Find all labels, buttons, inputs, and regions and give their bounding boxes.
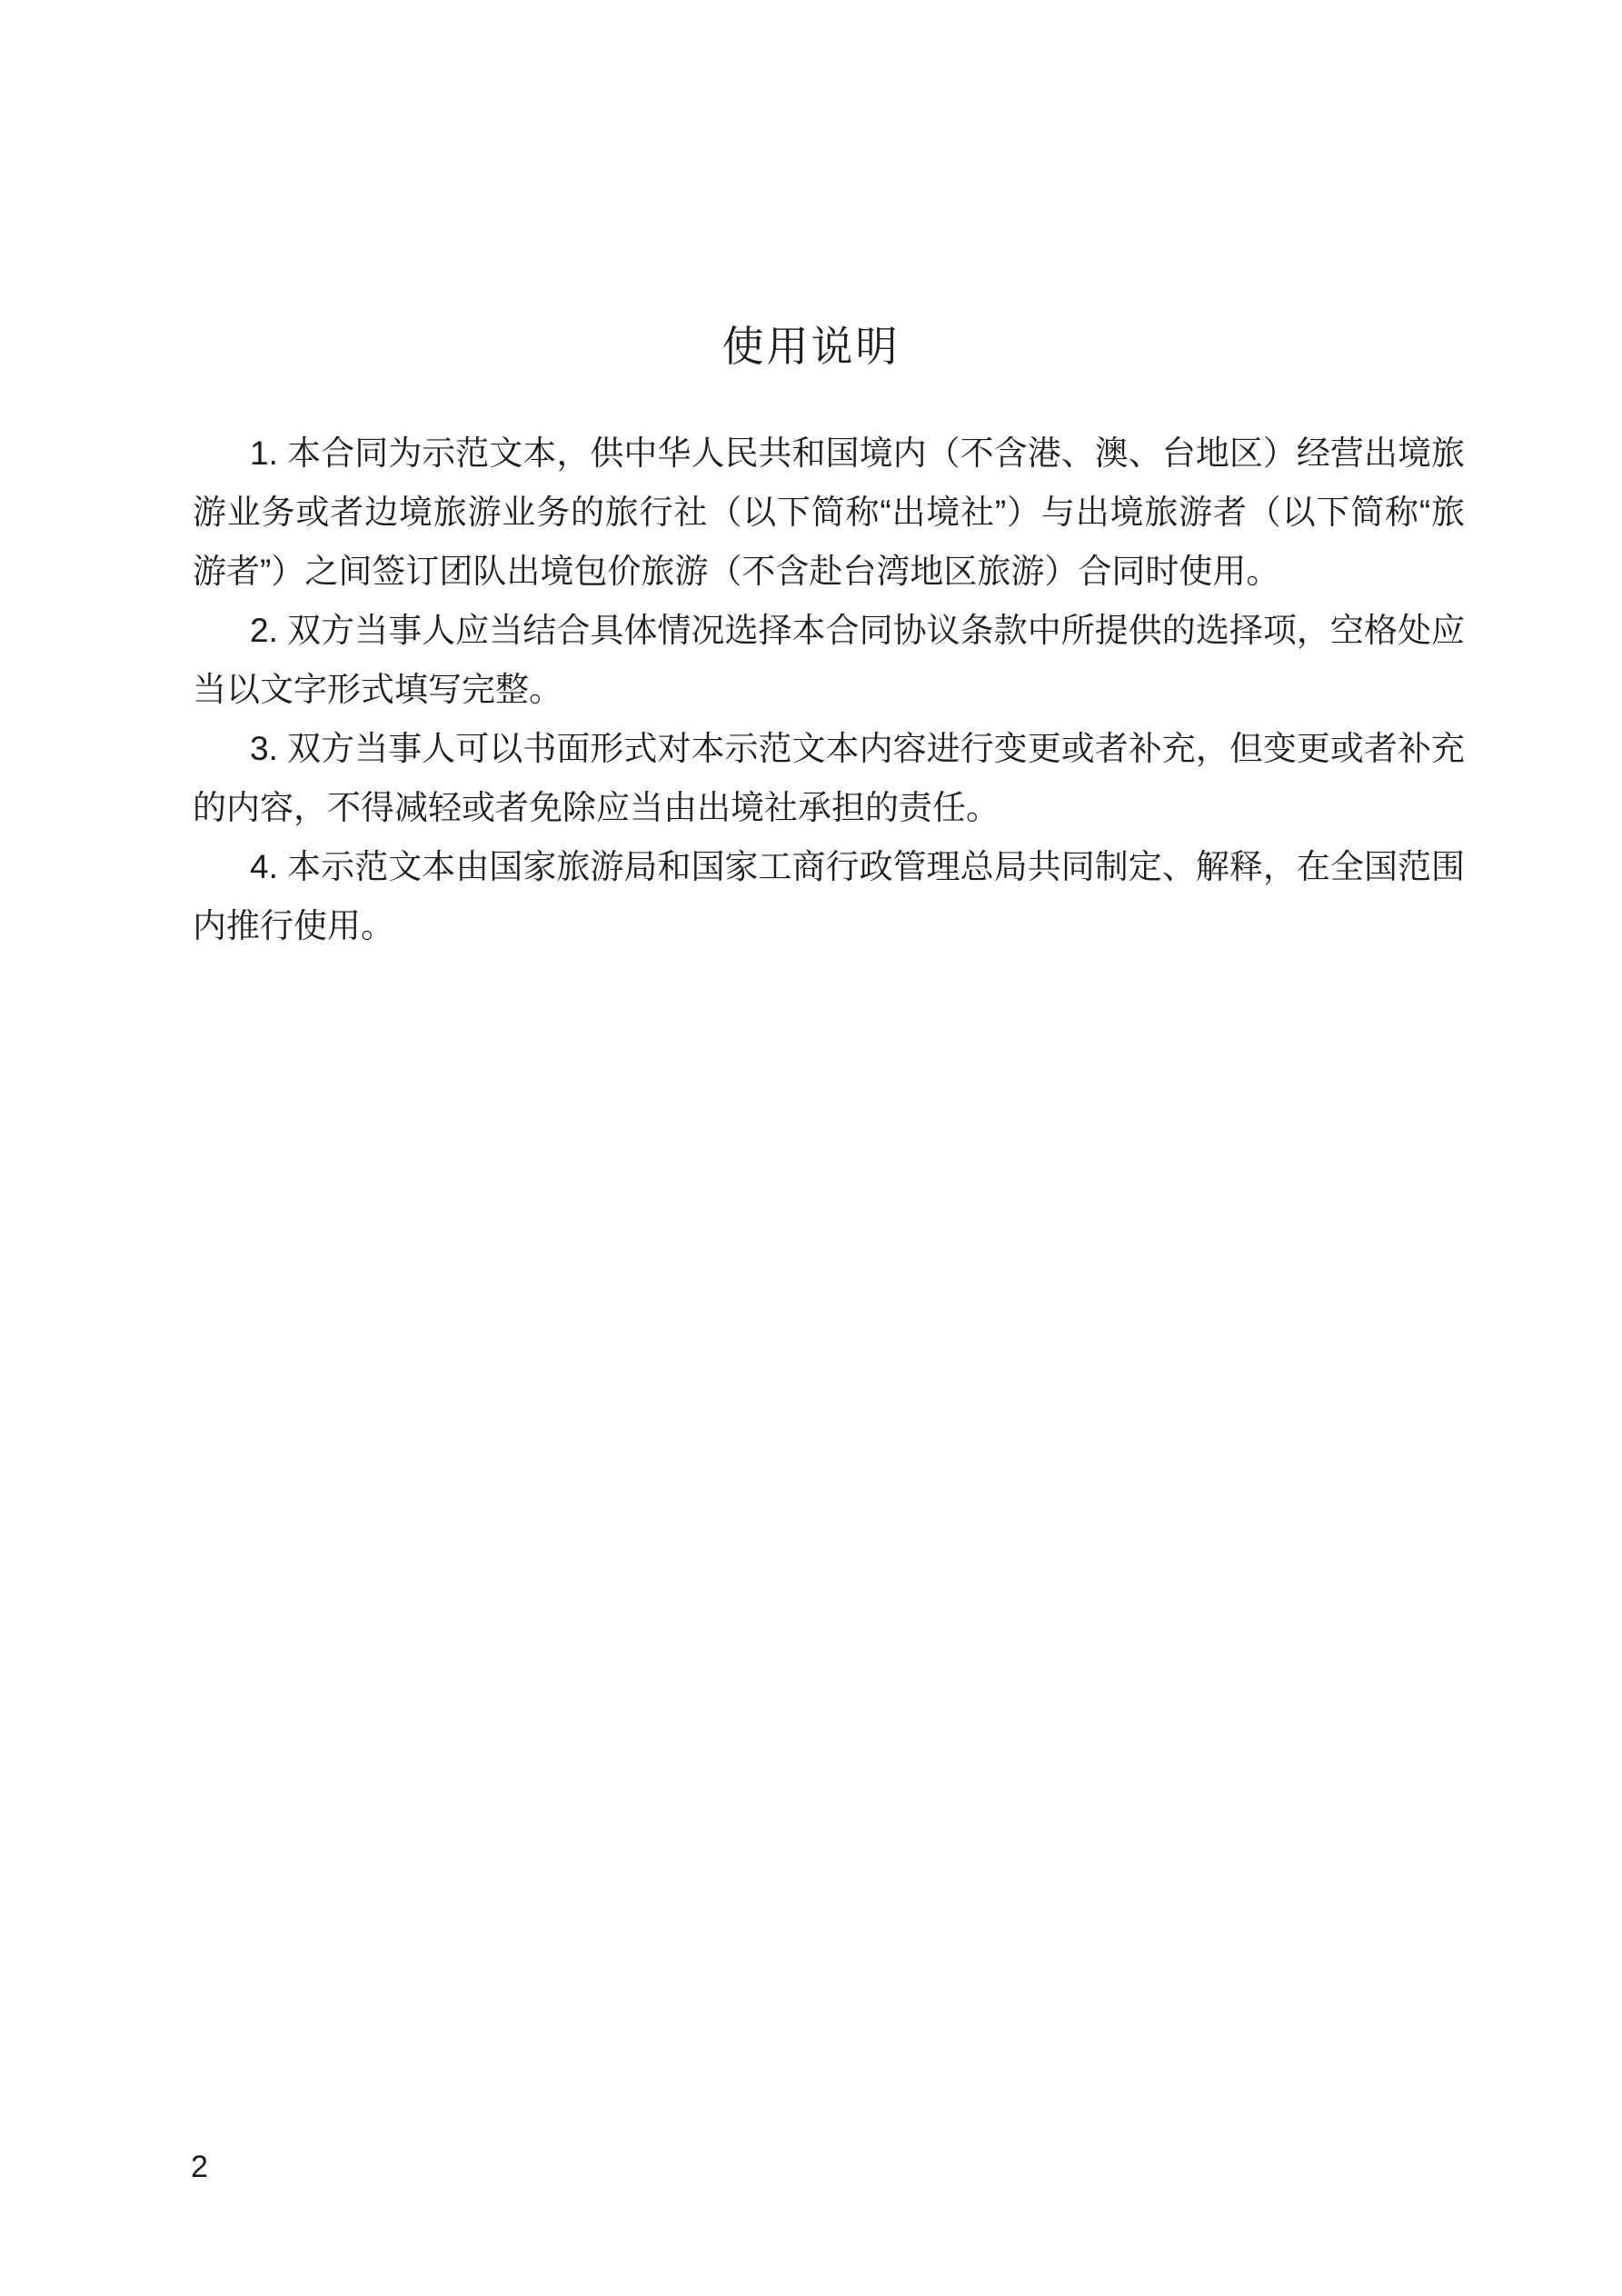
paragraph-4: 4. 本示范文本由国家旅游局和国家工商行政管理总局共同制定、解释，在全国范围内推行使用。 [193, 848, 1465, 944]
page-title: 使用说明 [721, 323, 901, 370]
paragraph-2: 2. 双方当事人应当结合具体情况选择本合同协议条款中所提供的选择项，空格处应当以文字形式填写完整。 [193, 612, 1465, 708]
page-number: 2 [191, 2150, 208, 2184]
document-body [193, 424, 1465, 955]
paragraph-3: 3. 双方当事人可以书面形式对本示范文本内容进行变更或者补充，但变更或者补充的内容，不得减轻或者免除应当由出境社承担的责任。 [193, 730, 1465, 826]
paragraph-1: 1. 本合同为示范文本，供中华人民共和国境内（不含港、澳、台地区）经营出境旅游业务或者边境旅游业务的旅行社（以下简称“出境社”）与出境旅游者（以下简称“旅游者”）之间签订团队出境包价旅游（不含赴台湾地区旅游）合同时使用。 [193, 434, 1465, 590]
